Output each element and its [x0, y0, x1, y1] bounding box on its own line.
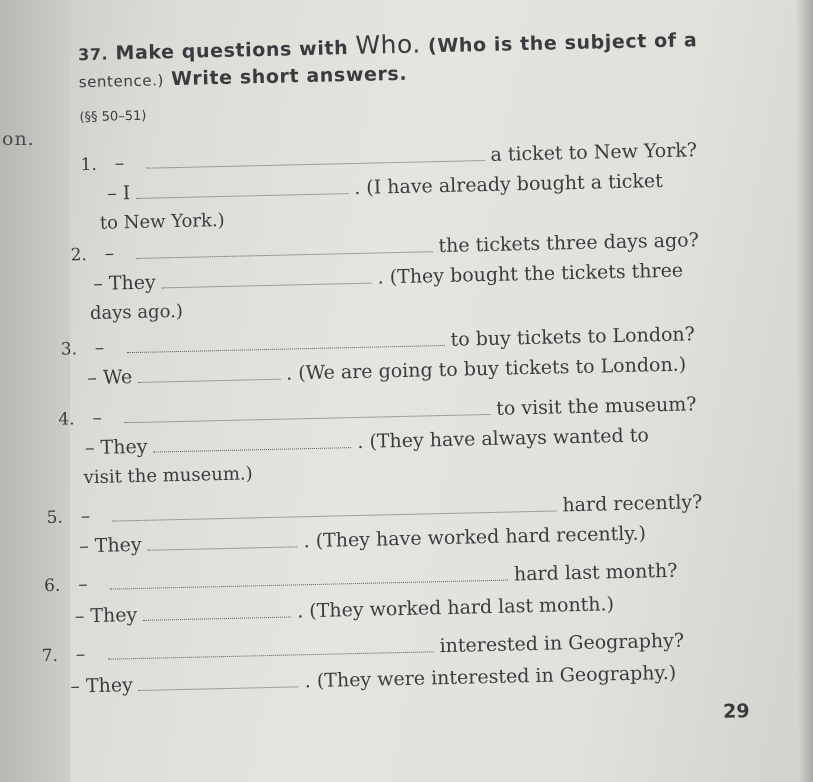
answer-subject: – They	[70, 674, 134, 698]
item-6-question	[44, 560, 678, 596]
item-dash: –	[104, 242, 115, 265]
answer-blank[interactable]	[162, 269, 372, 289]
item-1-answer	[107, 170, 663, 205]
previous-page-text: on.	[2, 128, 35, 150]
instruction-text-b: (Who is the subject of a	[427, 29, 698, 58]
item-3-question	[60, 323, 695, 359]
item-2-answer	[93, 260, 683, 295]
question-ending: to visit the museum?	[495, 393, 697, 420]
question-ending: the tickets three days ago?	[438, 229, 700, 258]
question-ending: hard recently?	[562, 491, 703, 517]
question-blank[interactable]	[136, 237, 432, 259]
item-dash: –	[77, 573, 88, 596]
item-6-answer	[75, 593, 615, 627]
answer-subject: – They	[93, 271, 156, 295]
answer-subject: – We	[87, 366, 133, 390]
answer-subject: – They	[78, 533, 142, 558]
answer-subject: – I	[106, 182, 131, 205]
answer-blank[interactable]	[139, 672, 299, 691]
item-7-question	[41, 630, 684, 667]
question-ending: hard last month?	[513, 559, 678, 586]
item-number: 2.	[70, 245, 88, 266]
item-4-continuation: visit the museum.)	[83, 463, 253, 489]
item-dash: –	[94, 336, 105, 359]
answer-note: . (I have already bought a ticket	[353, 169, 664, 199]
answer-note: . (They were interested in Geography.)	[304, 661, 677, 693]
item-2-continuation: days ago.)	[89, 300, 184, 325]
item-1-continuation: to New York.)	[99, 209, 225, 234]
item-4-answer	[85, 424, 649, 459]
item-number: 1.	[80, 154, 98, 176]
item-3-answer	[87, 354, 686, 390]
item-5-answer	[79, 522, 646, 557]
item-4-question	[58, 393, 697, 429]
answer-blank[interactable]	[143, 603, 291, 621]
item-7-answer	[70, 662, 676, 698]
exercise-header	[78, 22, 740, 125]
page-number: 29	[722, 700, 750, 723]
question-ending: to buy tickets to London?	[450, 323, 696, 351]
grammar-reference: (§§ 50–51)	[79, 108, 147, 126]
answer-subject: – They	[84, 435, 148, 460]
item-number: 7.	[41, 645, 59, 667]
question-ending: interested in Geography?	[439, 629, 685, 658]
answer-blank[interactable]	[136, 179, 348, 199]
question-blank[interactable]	[112, 496, 556, 521]
answer-note: . (They bought the tickets three	[377, 259, 684, 289]
item-2-question	[70, 229, 699, 265]
answer-blank[interactable]	[153, 433, 351, 452]
instruction-text-a: Make questions with	[115, 37, 349, 65]
question-blank[interactable]	[127, 331, 445, 353]
item-dash: –	[80, 505, 91, 528]
answer-subject: – They	[74, 604, 138, 628]
answer-note: . (We are going to buy tickets to London.)	[285, 353, 687, 385]
item-dash: –	[114, 152, 125, 175]
question-blank[interactable]	[124, 400, 490, 423]
answer-note: . (They have worked hard recently.)	[303, 522, 647, 553]
item-number: 4.	[58, 409, 75, 430]
answer-note: . (They have always wanted to	[357, 424, 650, 453]
item-number: 6.	[43, 575, 61, 597]
item-dash: –	[92, 406, 103, 429]
answer-note: . (They worked hard last month.)	[296, 593, 615, 623]
exercise-number: 37.	[77, 44, 109, 65]
question-blank[interactable]	[107, 637, 433, 659]
item-dash: –	[75, 643, 86, 666]
answer-blank[interactable]	[147, 532, 297, 550]
question-ending: a ticket to New York?	[490, 139, 698, 166]
item-number: 5.	[46, 507, 64, 529]
question-blank[interactable]	[146, 146, 484, 169]
item-1-question	[80, 139, 697, 175]
question-blank[interactable]	[110, 566, 508, 590]
instruction-who: Who.	[355, 29, 422, 60]
instruction-short-answers: Write short answers.	[170, 62, 408, 91]
item-number: 3.	[60, 339, 78, 360]
answer-blank[interactable]	[138, 365, 280, 383]
instruction-sentence: sentence.)	[78, 71, 165, 92]
